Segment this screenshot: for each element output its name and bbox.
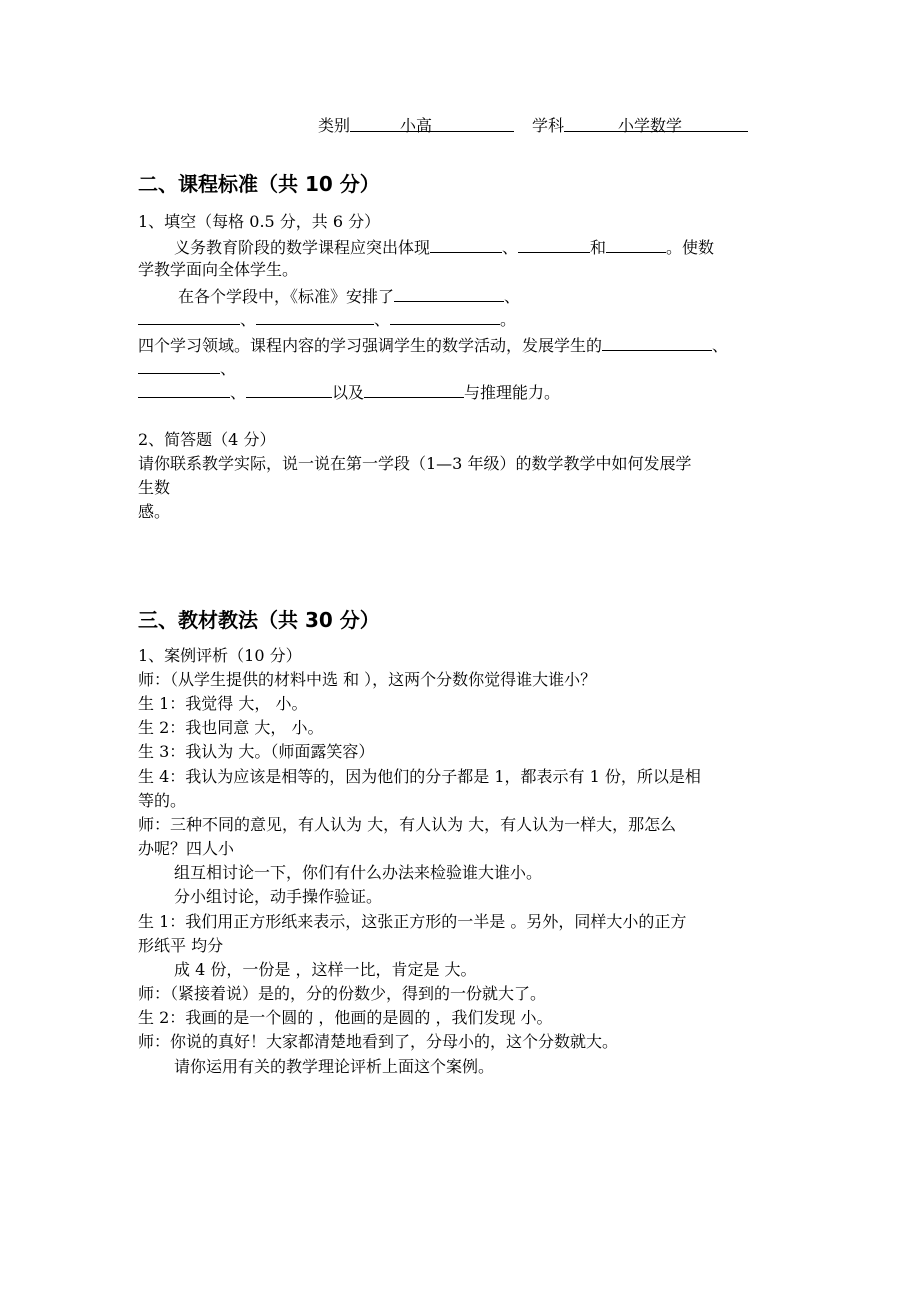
case-line: 师：（从学生提供的材料中选 和 ），这两个分数你觉得谁大谁小？ [138,670,597,689]
section3-title: 三、教材教法（共 30 分） [138,608,380,632]
q2-line1: 请你联系教学实际，说一说在第一学段（1—3 年级）的数学教学中如何发展学 [138,454,692,473]
fill-blank[interactable] [430,235,502,253]
fill-blank[interactable] [390,307,500,325]
fill-blank[interactable] [364,380,464,398]
q2-line3: 感。 [138,502,171,521]
q1-line2: 学教学面向全体学生。 [138,260,299,279]
fill-blank[interactable] [256,307,374,325]
q1-line1: 义务教育阶段的数学课程应突出体现 、 和 。使数 [174,235,714,260]
case-line: 等的。 [138,791,187,810]
fill-blank[interactable] [138,307,240,325]
case-title: 1、案例评析（10 分） [138,646,302,665]
fill-blank[interactable] [138,380,230,398]
case-line: 办呢？四人小 [138,839,235,858]
fill-blank[interactable] [602,333,712,351]
case-line: 师：三种不同的意见，有人认为 大，有人认为 大，有人认为一样大，那怎么 [138,815,677,834]
case-line: 请你运用有关的教学理论评析上面这个案例。 [174,1057,495,1076]
case-line: 师：（紧接着说）是的，分的份数少，得到的一份就大了。 [138,984,547,1003]
case-line: 生 3：我认为 大。（师面露笑容） [138,742,375,761]
fill-blank[interactable] [246,380,332,398]
q1-line5: 四个学习领域。课程内容的学习强调学生的数学活动，发展学生的 、 [138,333,728,358]
case-line: 生 4：我认为应该是相等的，因为他们的分子都是 1，都表示有 1 份，所以是相 [138,767,701,786]
fill-blank[interactable] [518,235,590,253]
q1-title: 1、填空（每格 0.5 分，共 6 分） [138,212,381,231]
fill-blank[interactable] [606,235,666,253]
q2-line2: 生数 [138,478,171,497]
case-line: 生 1：我觉得 大， 小。 [138,694,308,713]
case-line: 组互相讨论一下，你们有什么办法来检验谁大谁小。 [174,863,543,882]
section2-title: 二、课程标准（共 10 分） [138,172,380,196]
q1-line3: 在各个学段中，《标准》安排了 、 [178,284,520,309]
q2-title: 2、简答题（4 分） [138,430,276,449]
category-value: 小高 [350,114,514,132]
fill-blank[interactable] [138,356,220,374]
case-line: 生 2：我画的是一个圆的 ，他画的是圆的 ，我们发现 小。 [138,1008,553,1027]
q1-line7: 、 以及 与推理能力。 [138,380,560,405]
case-line: 成 4 份，一份是 ，这样一比，肯定是 大。 [174,960,477,979]
case-line: 生 2：我也同意 大， 小。 [138,718,324,737]
case-line: 形纸平 均分 [138,936,224,955]
subject-label: 学科 [532,116,565,135]
header-line [318,114,748,138]
case-line: 生 1：我们用正方形纸来表示，这张正方形的一半是 。另外，同样大小的正方 [138,912,687,931]
fill-blank[interactable] [394,284,504,302]
subject-value: 小学数学 [564,114,748,132]
case-line: 分小组讨论，动手操作验证。 [174,887,383,906]
case-line: 师：你说的真好！大家都清楚地看到了，分母小的，这个分数就大。 [138,1032,619,1051]
category-label: 类别 [318,116,351,135]
q1-line4: 、 、 。 [138,307,516,332]
q1-line6: 、 [138,356,236,381]
